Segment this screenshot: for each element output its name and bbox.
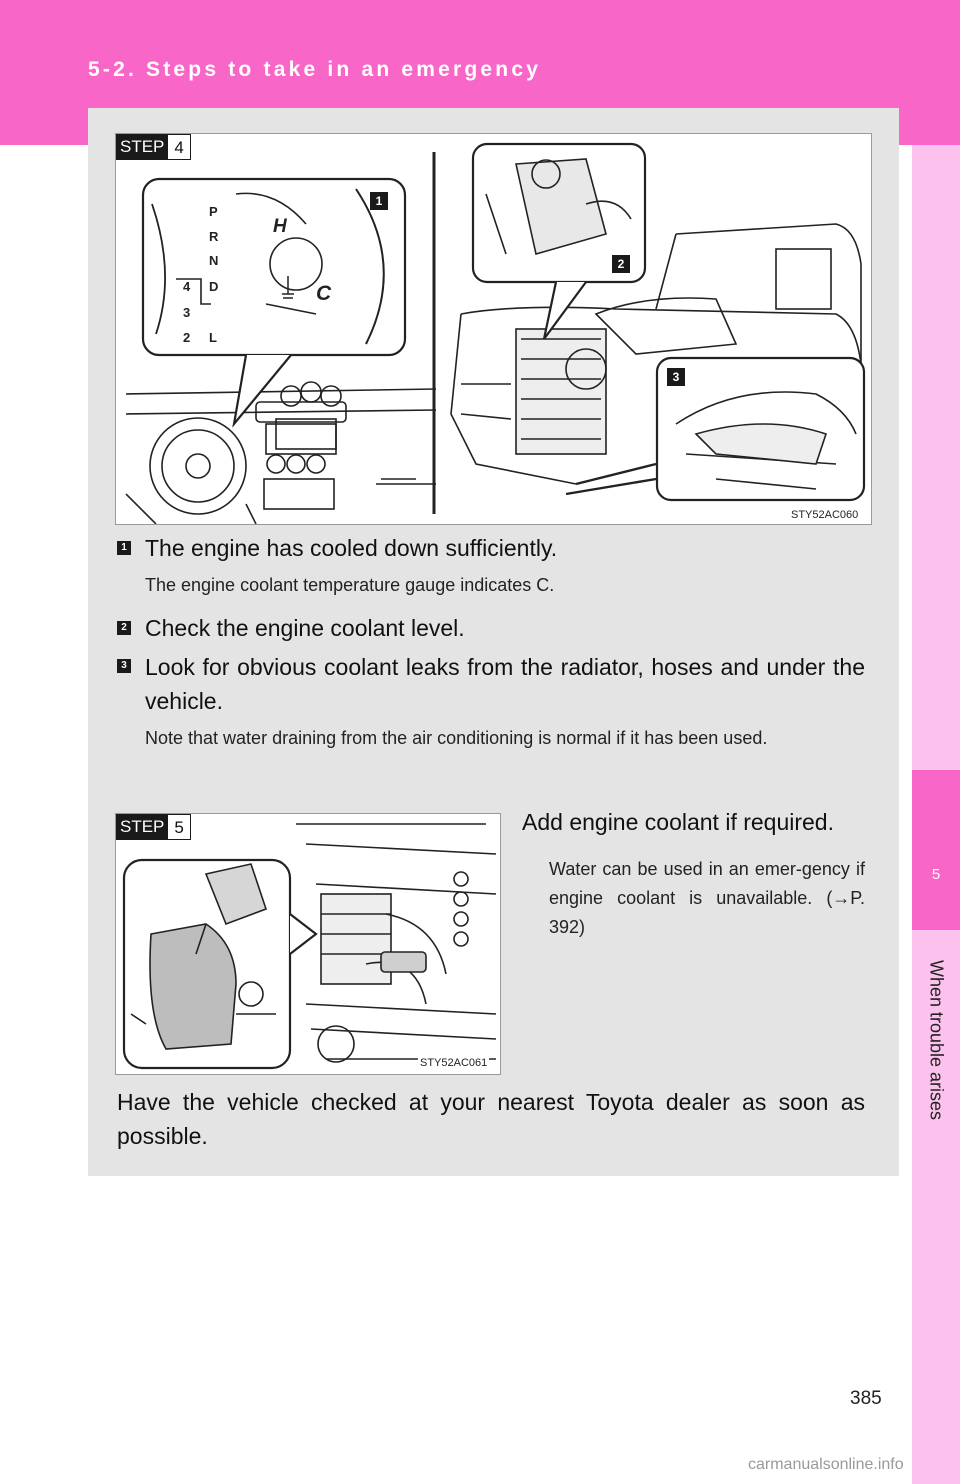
gear-number-2: 2 [183, 330, 191, 345]
watermark: carmanualsonline.info [748, 1456, 904, 1473]
side-tab-active[interactable] [912, 770, 960, 930]
item2-text: Check the engine coolant level. [145, 615, 465, 641]
item1-text: The engine has cooled down sufficiently. [145, 535, 558, 561]
step4-figure-code: STY52AC060 [791, 509, 859, 521]
step5-figure-code: STY52AC061 [420, 1057, 488, 1069]
item1-note: The engine coolant temperature gauge indicates C. [145, 575, 555, 595]
gauge-high-label: H [273, 216, 287, 237]
gear-letter-d: D [209, 279, 219, 294]
step5-note: Water can be used in an emer-gency if engine coolant is unavailable. (→P. 392) [549, 859, 865, 937]
item3-bullet: 3 [117, 659, 131, 673]
gear-number-3: 3 [183, 305, 191, 320]
step5-badge-label: STEP [116, 814, 168, 840]
side-tab-number: 5 [931, 866, 941, 883]
gear-letter-l: L [209, 330, 217, 345]
gear-letter-p: P [209, 204, 218, 219]
step4-badge-label: STEP [116, 134, 168, 160]
callout-3: 3 [667, 368, 685, 386]
item3-note: Note that water draining from the air conditioning is normal if it has been used. [145, 728, 768, 748]
closing-text: Have the vehicle checked at your nearest Toyota dealer as soon as possible. [117, 1089, 865, 1149]
item2-bullet: 2 [117, 621, 131, 635]
gear-number-4: 4 [183, 279, 191, 294]
item1-bullet: 1 [117, 541, 131, 555]
section-title: 5-2. Steps to take in an emergency [88, 58, 542, 81]
side-tab-label: When trouble arises [926, 959, 947, 1121]
step4-illustration [116, 134, 872, 525]
callout-2: 2 [612, 255, 630, 273]
callout-1: 1 [370, 192, 388, 210]
step5-title: Add engine coolant if required. [522, 809, 834, 835]
step4-figure [115, 133, 872, 525]
step4-badge-number: 4 [168, 134, 190, 160]
gear-letter-r: R [209, 229, 219, 244]
page-number: 385 [850, 1388, 882, 1409]
gauge-low-label: C [316, 282, 332, 305]
step5-badge-number: 5 [168, 814, 190, 840]
step5-figure [115, 813, 501, 1075]
gear-letter-n: N [209, 253, 219, 268]
step5-badge [116, 814, 191, 840]
step5-illustration [116, 814, 501, 1075]
item3-text: Look for obvious coolant leaks from the radiator, hoses and under the vehicle. [145, 654, 865, 714]
step4-badge [116, 134, 191, 160]
